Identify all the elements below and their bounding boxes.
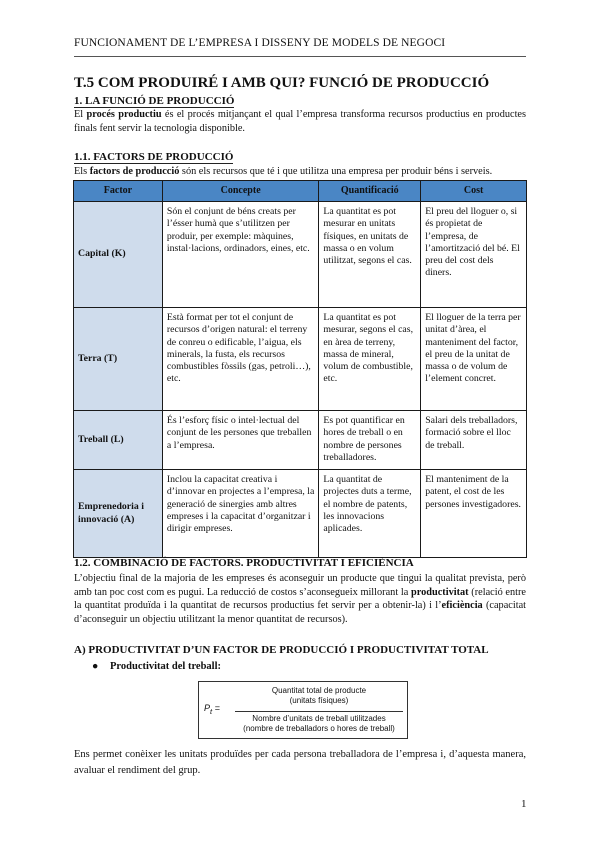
section-1-1-intro: Els factors de producció són els recursos que té i que utilitza una empresa per produir béns i serveis. bbox=[74, 166, 493, 177]
section-1-1-heading: 1.1. FACTORS DE PRODUCCIÓ bbox=[74, 151, 234, 163]
table-header-row bbox=[74, 181, 527, 202]
table-row bbox=[74, 411, 527, 470]
header-factor: Factor bbox=[74, 181, 163, 202]
term-factors-produccio: factors de producció bbox=[89, 166, 180, 177]
cost-cell: El lloguer de la terra per unitat d’àrea, el manteniment del factor, el preu de la unitat de massa o de volum de l’element concret. bbox=[421, 308, 527, 411]
concepte-cell: És l’esforç físic o intel·lectual del conjunt de les persones que treballen a l’empresa. bbox=[162, 411, 319, 470]
cost-cell: El preu del lloguer o, si és propietat de l’empresa, de l’amortització del bé. El preu del cost dels diners. bbox=[421, 202, 527, 308]
bullet-icon: ● bbox=[92, 661, 99, 672]
productivity-formula bbox=[198, 681, 408, 739]
factor-cell: Terra (T) bbox=[74, 308, 163, 411]
section-1-heading: 1. LA FUNCIÓ DE PRODUCCIÓ bbox=[74, 95, 235, 107]
formula-numerator: Quantitat total de producte (unitats físiques) bbox=[271, 686, 367, 705]
quantificacio-cell: La quantitat es pot mesurar, segons el cas, en àrea de terreny, massa de mineral, volum de combustible, etc. bbox=[319, 308, 421, 411]
header-concepte: Concepte bbox=[162, 181, 319, 202]
formula-denominator: Nombre d’unitats de treball utilitzades (nombre de treballadors o hores de treball) bbox=[243, 714, 395, 733]
cost-cell: El manteniment de la patent, el cost de les persones investigadores. bbox=[421, 470, 527, 558]
concepte-cell: Inclou la capacitat creativa i d’innovar en projectes a l’empresa, la generació de sinergies amb altres empreses i la capacitat d’organitzar i dirigir empreses. bbox=[162, 470, 319, 558]
table-row bbox=[74, 308, 527, 411]
page-header: FUNCIONAMENT DE L’EMPRESA I DISSENY DE MODELS DE NEGOCI bbox=[74, 37, 526, 57]
section-a-heading: A) PRODUCTIVITAT D’UN FACTOR DE PRODUCCIÓ I PRODUCTIVITAT TOTAL bbox=[74, 644, 489, 656]
section-1-paragraph: El procés productiu és el procés mitjançant el qual l’empresa transforma recursos productius en productes finals fent servir la tecnologia disponible. bbox=[74, 109, 527, 134]
quantificacio-cell: La quantitat de projectes duts a terme, el nombre de patents, les innovacions aplicades. bbox=[319, 470, 421, 558]
term-productivitat: productivitat bbox=[411, 586, 469, 598]
formula-lhs: $P_t$ = bbox=[204, 703, 220, 716]
cost-cell: Salari dels treballadors, formació sobre el lloc de treball. bbox=[421, 411, 527, 470]
bullet-productivitat-treball: ● Productivitat del treball: bbox=[92, 661, 222, 672]
quantificacio-cell: La quantitat es pot mesurar en unitats físiques, en unitats de massa o en volum utilitzat, segons el cas. bbox=[319, 202, 421, 308]
closing-paragraph: Ens permet conèixer les unitats produïdes per cada persona treballadora de l’empresa i, d’aquesta manera, avaluar el rendiment del grup. bbox=[74, 749, 526, 776]
quantificacio-cell: Es pot quantificar en hores de treball o en nombre de persones treballadores. bbox=[319, 411, 421, 470]
factors-table bbox=[73, 180, 527, 558]
page-number: 1 bbox=[521, 798, 527, 810]
section-1-2-paragraph: L’objectiu final de la majoria de les empreses és aconseguir un producte que tingui la qualitat prevista, però amb tan poc cost com es pugui. La reducció de costos s’aconsegueix millorant la productivitat (relació entre la quantitat produïda i la quantitat de recursos productius fet servir per a obtenir-la) i l’eficiència (capacitat d’aconseguir un objectiu utilitzant la menor quantitat de recursos). bbox=[74, 573, 526, 625]
header-quantificacio: Quantificació bbox=[319, 181, 421, 202]
concepte-cell: Són el conjunt de béns creats per l’ésser humà que s’utilitzen per produir, per exemple: màquines, instal·lacions, ordinadors, eines, etc. bbox=[162, 202, 319, 308]
fraction-bar bbox=[235, 711, 403, 712]
page-title: T.5 COM PRODUIRÉ I AMB QUI? FUNCIÓ DE PRODUCCIÓ bbox=[74, 75, 490, 91]
header-cost: Cost bbox=[421, 181, 527, 202]
factor-cell: Treball (L) bbox=[74, 411, 163, 470]
term-eficiencia: eficiència bbox=[441, 600, 483, 611]
term-proces-productiu: procés productiu bbox=[86, 109, 162, 120]
factor-cell: Emprenedoria i innovació (A) bbox=[74, 470, 163, 558]
factor-cell: Capital (K) bbox=[74, 202, 163, 308]
concepte-cell: Està format per tot el conjunt de recursos d’origen natural: el terreny de conreu o edificable, l’aigua, els minerals, la fusta, els recursos combustibles fòssils (gas, petroli…), etc. bbox=[162, 308, 319, 411]
section-1-2-heading: 1.2. COMBINACIÓ DE FACTORS. PRODUCTIVITAT I EFICIÈNCIA bbox=[74, 557, 414, 569]
table-row bbox=[74, 202, 527, 308]
table-row bbox=[74, 470, 527, 558]
